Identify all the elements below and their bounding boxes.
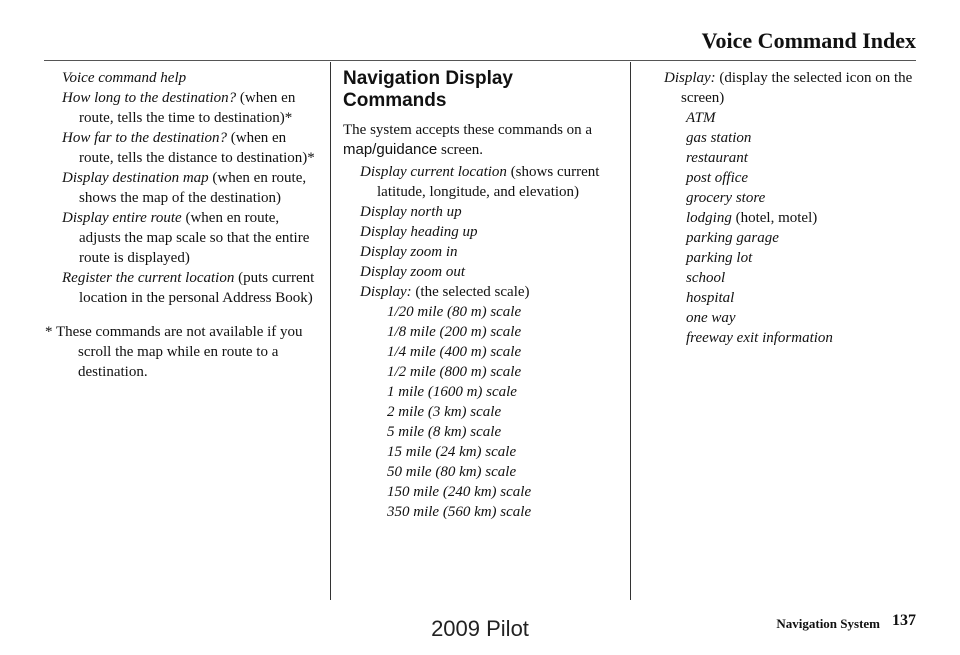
intro-term: map/guidance bbox=[343, 141, 438, 158]
command-entry: How far to the destination? (when en route, tells the distance to destination)* bbox=[62, 130, 315, 166]
scale-list bbox=[343, 302, 618, 522]
command-entry: Display current location (shows current latitude, longitude, and elevation) bbox=[360, 164, 600, 200]
scale-option: 150 mile (240 km) scale bbox=[387, 484, 532, 500]
icon-list bbox=[660, 108, 922, 348]
watermark: 2009 Pilot bbox=[431, 616, 529, 641]
command-entry: Display entire route (when en route, adjusts the map scale so that the entire route is displayed) bbox=[62, 210, 310, 266]
footnote bbox=[45, 322, 317, 382]
icon-option: one way bbox=[686, 310, 736, 326]
scale-option: 1/2 mile (800 m) scale bbox=[387, 364, 522, 380]
section-heading: Navigation Display Commands bbox=[343, 68, 513, 111]
scale-option: 1 mile (1600 m) scale bbox=[387, 384, 517, 400]
command-entry: Display: (the selected scale) bbox=[360, 284, 530, 300]
icon-option: restaurant bbox=[686, 150, 748, 166]
command-entry: Display zoom out bbox=[360, 264, 465, 280]
scale-option: 350 mile (560 km) scale bbox=[387, 504, 532, 520]
footnote-text: * These commands are not available if you scroll the map while en route to a destination. bbox=[45, 324, 303, 380]
icon-option: ATM bbox=[686, 110, 716, 126]
scale-option: 50 mile (80 km) scale bbox=[387, 464, 517, 480]
column-2 bbox=[343, 68, 618, 522]
command-entry: Display destination map (when en route, shows the map of the destination) bbox=[62, 170, 307, 206]
command-entry: How long to the destination? (when en route, tells the time to destination)* bbox=[62, 90, 296, 126]
icon-option: freeway exit information bbox=[686, 330, 833, 346]
page-number: 137 bbox=[892, 612, 916, 629]
icon-option: school bbox=[686, 270, 726, 286]
column-1 bbox=[45, 68, 317, 382]
header-rule bbox=[44, 60, 916, 61]
icon-option: gas station bbox=[686, 130, 752, 146]
scale-option: 1/20 mile (80 m) scale bbox=[387, 304, 522, 320]
display-commands-list bbox=[343, 162, 618, 302]
icon-option: post office bbox=[686, 170, 749, 186]
command-entry: Display heading up bbox=[360, 224, 478, 240]
icon-option: lodging (hotel, motel) bbox=[686, 210, 818, 226]
command-entry: Display north up bbox=[360, 204, 462, 220]
section-intro: The system accepts these commands on a map/guidance screen. bbox=[343, 122, 593, 158]
icon-option: grocery store bbox=[686, 190, 766, 206]
icon-option: parking lot bbox=[686, 250, 753, 266]
page-title: Voice Command Index bbox=[701, 28, 916, 53]
scale-option: 1/4 mile (400 m) scale bbox=[387, 344, 522, 360]
command-entry: Display zoom in bbox=[360, 244, 458, 260]
footer-section-label: Navigation System bbox=[776, 616, 880, 631]
column-3 bbox=[660, 68, 922, 348]
icon-option: hospital bbox=[686, 290, 735, 306]
scale-option: 2 mile (3 km) scale bbox=[387, 404, 502, 420]
command-entry: Voice command help bbox=[62, 70, 187, 86]
icon-option: parking garage bbox=[686, 230, 779, 246]
icon-command-lead: Display: (display the selected icon on the screen) bbox=[664, 70, 913, 106]
scale-option: 5 mile (8 km) scale bbox=[387, 424, 502, 440]
column-divider-1 bbox=[330, 62, 331, 600]
column-divider-2 bbox=[630, 62, 631, 600]
command-entry: Register the current location (puts current location in the personal Address Book) bbox=[62, 270, 315, 306]
general-commands-list bbox=[45, 68, 317, 308]
scale-option: 1/8 mile (200 m) scale bbox=[387, 324, 522, 340]
scale-option: 15 mile (24 km) scale bbox=[387, 444, 517, 460]
